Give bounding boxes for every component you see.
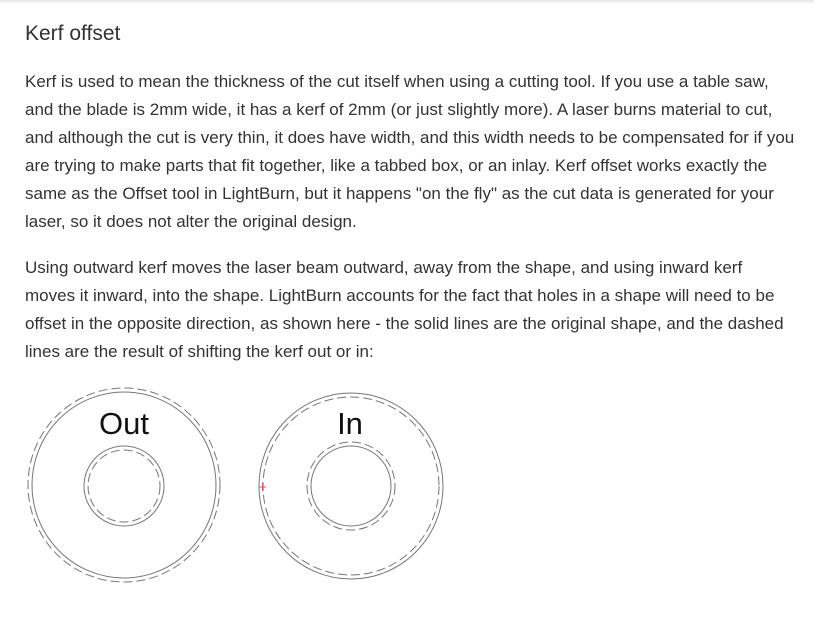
in-example [259,393,443,579]
out-inner-original [84,446,164,526]
section-title: Kerf offset [25,22,121,45]
paragraph-kerf-direction: Using outward kerf moves the laser beam outward, away from the shape, and using inward kerf moves it inward, into the shape. LightBurn accounts for the fact that holes in a shape will need to be offset in the opposite direction, as shown here - the solid lines are the original shape, and the dashed lines are the result of shifting the kerf out or in: [25,258,784,361]
in-inner-original [311,446,391,526]
top-shadow [0,0,814,4]
out-inner-offset [88,450,160,522]
out-label: Out [99,406,149,441]
out-example [28,388,220,582]
in-label: In [337,406,363,441]
kerf-offset-diagram [0,380,470,590]
in-inner-offset [307,442,395,530]
article-content [25,20,795,366]
paragraph-kerf-definition: Kerf is used to mean the thickness of the cut itself when using a cutting tool. If you use a table saw, and the blade is 2mm wide, it has a kerf of 2mm (or just slightly more). A laser burns material to cut, and although the cut is very thin, it does have width, and this width needs to be compensated for if you are trying to make parts that fit together, like a tabbed box, or an inlay. Kerf offset works exactly the same as the Offset tool in LightBurn, but it happens "on the fly" as the cut data is generated for your laser, so it does not alter the original design. [25,72,795,231]
